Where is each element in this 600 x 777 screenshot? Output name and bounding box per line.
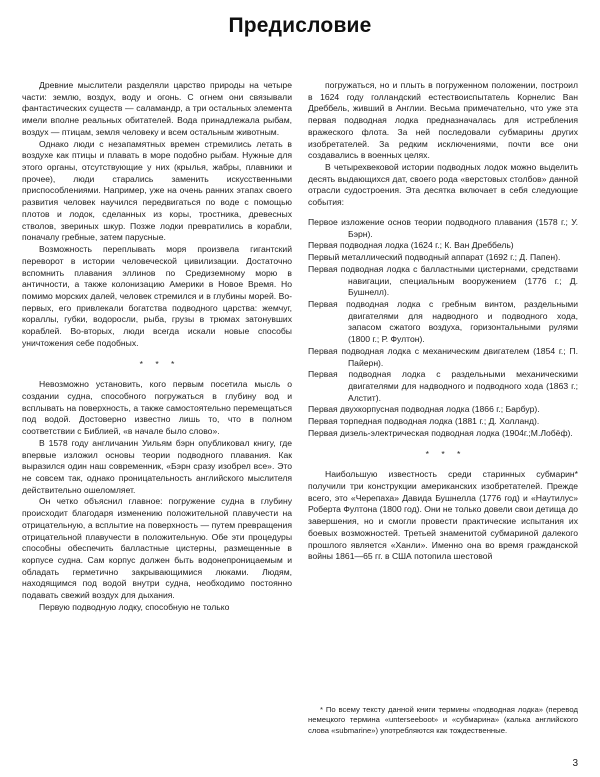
section-separator: * * * (139, 358, 180, 369)
list-item: Первая подводная лодка с раздельными механическими двигателями для надводного и подводного хода (1863 г.; Алстит). (308, 369, 578, 403)
paragraph: Невозможно установить, кого первым посетила мысль о создании судна, способного погружаться в глубину вод и всплывать на поверхность, а также самостоятельно перемещаться под водой. Достоверно известно лишь то, что в полном соответствии с Библией, «в начале было слово». (22, 379, 292, 437)
list-item: Первая подводная лодка (1624 г.; К. Ван Дреббель) (308, 240, 514, 251)
section-separator: * * * (425, 448, 466, 459)
two-column-body (22, 80, 578, 770)
list-item: Первая подводная лодка с гребным винтом, раздельными двигателями для надводного и подводного хода, запасом сжатого воздуха, горизонтальными рулями (1800 г.; Р. Фултон). (308, 298, 578, 345)
right-column (308, 80, 578, 770)
paragraph: Наибольшую известность среди старинных субмарин* получили три конструкции американских изобретателей. Прежде всего, это «Черепаха» Давида Бушнелла (1776 год) и «Наутилус» Роберта Фултона (1800 год). Они не только довели свои детища до завершения, но и смогли провести практические испытания их боевых возможностей. Третьей знаменитой субмариной далекого прошлого является «Ханли». Именно она во время гражданской войны 1861—65 гг. в США потопила шестовой (308, 469, 578, 562)
paragraph: В четырехвековой истории подводных лодок можно выделить десять выдающихся дат, своего рода «верстовых столбов» данной отрасли судостроения. Эта десятка включает в себя следующие события: (308, 162, 578, 208)
list-item: Первая торпедная подводная лодка (1881 г.; Д. Холланд). (308, 416, 540, 427)
list-item: Первое изложение основ теории подводного плавания (1578 г.; У. Бэрн). (308, 216, 578, 239)
list-item: Первая двухкорпусная подводная лодка (1866 г.; Барбур). (308, 404, 540, 415)
paragraph: Однако люди с незапамятных времен стремились летать в воздухе как птицы и плавать в море подобно рыбам. Нужные для этого органы, отсутствующие у них (крылья, жабры, плавники и прочее), люди старались заменить искусственными приспособлениями. Например, уже на очень ранних этапах своего развития человек научился передвигаться по воде с помощью плотов и лодок, сделанных из коры, тростника, древесных стволов, звериных шкур. Позже лодки превратились в корабли, поначалу гребные, затем парусные. (22, 138, 292, 243)
milestone-list (308, 217, 578, 440)
page-number: 3 (572, 758, 578, 769)
paragraph: Первую подводную лодку, способную не только (39, 601, 230, 612)
footnote: * По всему тексту данной книги термины «подводная лодка» (перевод немецкого термина «unterseeboot» и «субмарина» (калька английского слова «submarine») употребляются как тождественные. (308, 704, 578, 735)
paragraph: погружаться, но и плыть в погруженном положении, построил в 1624 году голландский естествоиспытатель Корнелис Ван Дреббель, живший в Англии. Весьма примечательно, что уже эта первая подводная лодка предназначалась для истребления вражеского флота. За ней последовали субмарины других изобретателей. За редким исключениями, почти все они создавались в военных целях. (308, 80, 578, 161)
paragraph: Возможность переплывать моря произвела гигантский переворот в истории человеческой цивилизации. Достаточно вспомнить плавания эллинов по Средиземному морю в античности, а также колонизацию Америки в Новое Время. Но помимо морских далей, человек стремился и в глубины морей. Во-первых, его привлекали богатства подводного царства: жемчуг, кораллы, губки, водоросли, рыба, грузы в трюмах затонувших кораблей. Во-вторых, люди всегда искали новые способы уничтожения себе подобных. (22, 244, 292, 348)
paragraph: Он четко объяснил главное: погружение судна в глубину происходит благодаря изменению положительной плавучести на отрицательную, а всплытие на поверхность — путем превращения отрицательной плавучести в положительную. Обе эти процедуры способны обеспечить балластные цистерны, размещенные в корпусе судна. Сам корпус должен быть водонепроницаемым и обладать герметично закрывающимися люками. Людям, находящимся под водой внутри судна, необходимо постоянно подавать свежий воздух для дыхания. (22, 496, 292, 601)
page-title: Предисловие (228, 14, 372, 37)
list-item: Первая подводная лодка с балластными цистернами, средствами навигации, специальным вооружением (1776 г.; Д. Бушнелл). (308, 263, 578, 298)
paragraph: Древние мыслители разделяли царство природы на четыре части: землю, воздух, воду и огонь. С огнем они связывали фантастических существ — саламандр, а три остальных элемента имели вполне реальных обитателей. Вода принадлежала рыбам, воздух — птицам, земля человеку и всем остальным животным. (22, 80, 292, 137)
list-item: Первая подводная лодка с механическим двигателем (1854 г.; П. Пайерн). (308, 345, 578, 368)
list-item: Первая дизель-электрическая подводная лодка (1904г.;М.Лобёф). (308, 427, 573, 438)
list-item: Первый металлический подводный аппарат (1692 г.; Д. Папен). (308, 252, 561, 263)
left-column (22, 80, 292, 770)
paragraph: В 1578 году англичанин Уильям бэрн опубликовал книгу, где впервые изложил основы теории подводного плавания. Как выразился один наш современник, «Бэрн сразу изобрел все». Это не совсем так, однако проницательность английского мыслителя действительно ошеломляет. (22, 437, 292, 495)
